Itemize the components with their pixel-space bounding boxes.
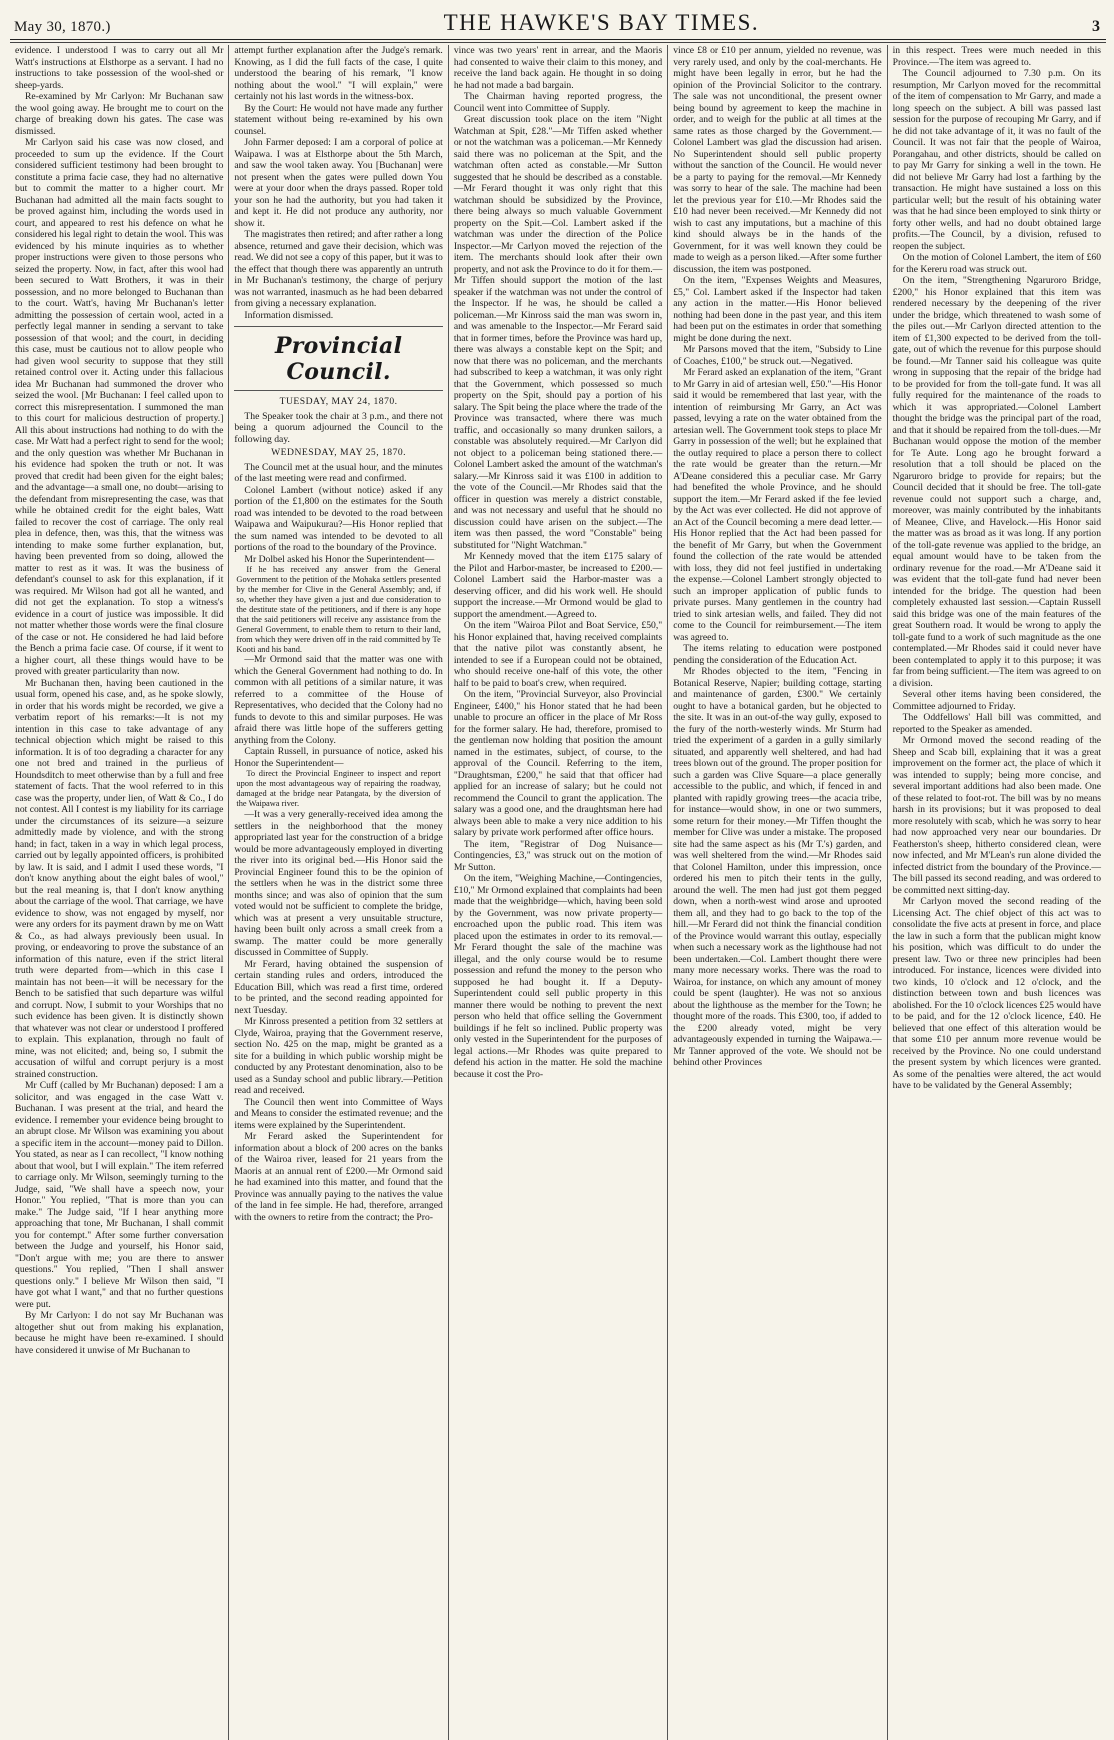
section-title: Provincial Council. <box>274 333 403 386</box>
paragraph: —It was a very generally-received idea among the settlers in the neighborhood that the money appropriated last year for the construction of a bridge would be more advantageously employed in diverting the river into its original bed.—His Honor said the Provincial Engineer found this to be the opinion of the settlers when he was in the district some three months since; and was also of opinion that the sum voted would not be sufficient to complete the bridge, which was at present a very unsuitable structure, having been built only across a small creek from a swamp. The matter could be more generally discussed in Committee of Supply. <box>234 809 443 959</box>
paragraph: Mr Kinross presented a petition from 32 settlers at Clyde, Wairoa, praying that the Government reserve, section No. 425 on the map, might be granted as a site for a building in which public worship might be conducted by any Protestant denomination, also to be used as a Sunday school and public library.—Petition read and received. <box>234 1016 443 1097</box>
paragraph: Colonel Lambert (without notice) asked if any portion of the £1,800 on the estimates for the South road was intended to be devoted to the road between Waipawa and Waipukurau?—His Honor replied that the sum named was intended to be devoted to all portions of the road to the boundary of the Province. <box>234 484 443 554</box>
paragraph: Captain Russell, in pursuance of notice, asked his Honor the Superintendent— <box>234 746 443 769</box>
column-2 <box>228 45 447 1740</box>
dateline: TUESDAY, MAY 24, 1870. <box>279 396 398 408</box>
paragraph: On the item, "Expenses Weights and Measures, £5," Col. Lambert asked if the Inspector had taken any action in the matter.—His Honor believed nothing had been done in the past year, and this item had been put on the estimates in order that something might be done during the next. <box>673 275 882 344</box>
paragraph: Information dismissed. <box>244 309 334 321</box>
paragraph: By Mr Carlyon: I do not say Mr Buchanan was altogether shut out from making his explanation, because he might have been re-examined. I should have considered it unwise of Mr Buchanan to <box>15 1310 224 1356</box>
paragraph: Mr Cuff (called by Mr Buchanan) deposed: I am a solicitor, and was engaged in the case Watt v. Buchanan. I was present at the trial, and heard the evidence. I remember your evidence being brought to an abrupt close. Mr Wilson was examining you about a specific item in the account—money paid to Dillon. You stated, as near as I can recollect, "I know nothing about that wool, but I will explain." The item referred to carriage only. Mr Wilson, seemingly turning to the Judge, said, "We shall have a speech now, your Honor." You replied, "That is more than you can make." The Judge said, "If I hear anything more approaching that tone, Mr Buchanan, I shall commit you for contempt." After some further conversation between the Judge and yourself, his Honor said, "Don't argue with me; you are there to answer questions." You replied, "Then I shall answer questions only." I believe Mr Wilson then said, "I have got what I want," and that no further questions were put. <box>15 1080 224 1310</box>
paragraph: —Mr Ormond said that the matter was one with which the General Government had nothing to do. In common with all petitions of a similar nature, it was referred to a committee of the House of Representatives, who decided that the Colony had no funds to devote to this and similar purposes. He was afraid there was little hope of the sufferers getting anything from the Colony. <box>234 654 443 746</box>
paragraph: The Council then went into Committee of Ways and Means to consider the estimated revenue; and the items were explained by the Superintendent. <box>234 1096 443 1131</box>
paragraph: On the item, "Weighing Machine,—Contingencies, £10," Mr Ormond explained that complaints had been made that the weighbridge—which, having been sold by the Government, was now private property—encroached upon the public road. This item was placed upon the estimates in order to its removal.—Mr Ferard thought the sale of the machine was illegal, and the only course would be to resume possession and refund the money to the person who supposed he had bought it. If a Deputy-Superintendent could sell public property in this manner there would be nothing to prevent the next person who held that office selling the Government buildings if he felt so inclined. Public property was only vested in the Superintendent for the purposes of legal actions.—Mr Rhodes was quite prepared to defend his action in the matter. He sold the machine because it cost the Pro- <box>453 873 663 1080</box>
paragraph: The Chairman having reported progress, the Council went into Committee of Supply. <box>453 91 663 114</box>
dateline: WEDNESDAY, MAY 25, 1870. <box>271 447 407 459</box>
paragraph: The Council adjourned to 7.30 p.m. On its resumption, Mr Carlyon moved for the recommittal of the item of compensation to Mr Garry, and made a long speech on the subject. A bill was passed last session for the purpose of recouping Mr Garry, and if he did not take advantage of it, it was no fault of the Council. It was not fair that the people of Wairoa, Porangahau, and other districts, should be called on to pay Mr Garry for sinking a well in the town. He did not believe Mr Garry had lost a farthing by the transaction. He might have sustained a loss on this particular well; but the result of his obtaining water was that he had since been employed to sink thirty or forty other wells, and had no doubt obtained large profits.—The Council, by a division, refused to reopen the subject. <box>892 68 1102 252</box>
paragraph: Mr Buchanan then, having been cautioned in the usual form, opened his case, and, as he spoke slowly, in order that his words might be recorded, we give a verbatim report of his remarks:—It is not my intention in this case to take advantage of any technical objection which might be raised to this information. It is of too degrading a character for any one not bred and trained in the purlieus of Houndsditch to meet otherwise than by a full and free statement of facts. That the wool referred to in this case was the property, under lien, of Watt & Co., I do not contest. All I contest is my liability for its carriage under the circumstances of its seizure—a seizure admittedly made by violence, and with the strong hand; in fact, taken in a way in which legal process, carried out by legally appointed officers, is prohibited by law. It is said, and I admit I used these words, "I don't know anything about the eight bales of wool," but the real meaning is, that I don't know anything about the carriage of the wool. That carriage, we have evidence to show, was not engaged by myself, nor were any orders for its payment drawn by me on Watt & Co., as had always previously been usual. In proving, or endeavoring to prove the substance of an information of this nature, even if the strict literal truth were departed from—which in this case I maintain has not been—it will be necessary for the Bench to be satisfied that such departure was wilful and corrupt. Now, I submit to your Worships that no such evidence has been given. It is distinctly shown that whatever was not clear or understood I proffered to explain. This explanation, through no fault of mine, was not elicited; and, being so, I submit the accusation of wilful and corrupt perjury is a most strained construction. <box>15 677 224 1080</box>
paragraph: Mr Kennedy moved that the item £175 salary of the Pilot and Harbor-master, be increased to £200.—Colonel Lambert said the Harbor-master was a deserving officer, and did his work well. He should support the increase.—Mr Ormond would be glad to support the amendment.—Agreed to. <box>453 551 663 620</box>
paragraph: Several other items having been considered, the Committee adjourned to Friday. <box>892 689 1102 712</box>
column-1 <box>10 45 228 1740</box>
paragraph: vince £8 or £10 per annum, yielded no revenue, was very rarely used, and only by the coal-merchants. He might have been legally in error, but he had the opinion of the Provincial Solicitor to the contrary. The sale was not unconditional, the present owner being bound by agreement to keep the machine in order, and to weigh for the public at all times at the same rates as those charged by the Government.—Colonel Lambert was glad the discussion had arisen. No Superintendent should sell public property without the sanction of the Council. He would never be a party to paying for the removal.—Mr Kennedy was sorry to hear of the sale. The machine had been let the previous year for £10.—Mr Rhodes said the £10 had never been received.—Mr Kennedy did not wish to cast any imputations, but a machine of this kind should always be in the hands of the Government, for it was well known they could be made to weigh as a person liked.—After some further discussion, the item was postponed. <box>673 45 882 275</box>
paragraph: vince was two years' rent in arrear, and the Maoris had consented to waive their claim to this money, and receive the land back again. He thought in so doing he had not made a bad bargain. <box>453 45 663 91</box>
paragraph: Mr Dolbel asked his Honor the Superintendent— <box>244 553 435 565</box>
section-rule <box>234 326 442 327</box>
masthead-rule <box>10 42 1106 43</box>
paragraph: The items relating to education were postponed pending the consideration of the Education Act. <box>673 643 882 666</box>
paragraph: evidence. I understood I was to carry out all Mr Watt's instructions at Elsthorpe as a servant. I had no instructions to take possession of the wool-shed or sheep-yards. <box>15 45 224 91</box>
column-4 <box>667 45 886 1740</box>
paragraph: The Oddfellows' Hall bill was committed, and reported to the Speaker as amended. <box>892 712 1102 735</box>
paragraph: On the motion of Colonel Lambert, the item of £60 for the Kereru road was struck out. <box>892 252 1102 275</box>
paragraph: Mr Rhodes objected to the item, "Fencing in Botanical Reserve, Napier; building cottage, starting and maintenance of garden, £300." We certainly ought to have a botanical garden, but he objected to the site. It was in an out-of-the way gully, exposed to the fury of the north-westerly winds. Mr Sturm had tried the experiment of a garden in a gully similarly situated, and apparently well sheltered, and had had trees blown out of the ground. The proper position for such a garden was Clive Square—a place generally accessible to the public, and which, if fenced in and planted with rapidly growing trees—the acacia tribe, for instance—would show, in one or two summers, some return for their money.—Mr Tiffen thought the member for Clive was under a mistake. The proposed site had the same aspect as his (Mr T.'s) garden, and was well sheltered from the wind.—Mr Rhodes said that Colonel Hamilton, under this impression, once ordered his men to pitch their tents in the gully, around the well. The men had just got them pegged down, when a north-west wind arose and uprooted them all, and they had to go back to the top of the hill.—Mr Ferard did not think the financial condition of the Province would warrant this outlay, especially when such a necessary work as the lighthouse had not been undertaken.—Col. Lambert thought there were many more necessary works. There was the road to Wairoa, for instance, on which any amount of money could be spent (laughter). He was not so anxious about the lighthouse as the member for the Town; he thought more of the roads. This £300, too, if added to the £200 already voted, might be very advantageously expended in turning the Waipawa.—Mr Tanner approved of the vote. We should not be behind other Provinces <box>673 666 882 1068</box>
column-3 <box>448 45 667 1740</box>
paragraph: attempt further explanation after the Judge's remark. Knowing, as I did the full facts of the case, I quite understood the bearing of his remark, "I know nothing about the wool." "I will explain," were certainly not his last words in the witness-box. <box>234 45 443 102</box>
paragraph: John Farmer deposed: I am a corporal of police at Waipawa. I was at Elsthorpe about the 5th March, and saw the wool taken away. You [Buchanan] were not present when the gates were pulled down You were at your door when the drays passed. Roper told your son he had the authority, but you had taken it and kept it. He did not produce any authority, nor show it. <box>234 137 443 229</box>
paragraph: On the item, "Strengthening Ngaruroro Bridge, £200," his Honor explained that this item was rendered necessary by the deepening of the river under the bridge, which threatened to wash some of the piles out.—Mr Carlyon directed attention to the item of £1,300 expected to be derived from the toll-gate, out of which the revenue for this purpose should be found.—Mr Tanner said his colleague was quite wrong in supposing that the repair of the bridge had to be provided for from the toll-gate fund. It was all fully required for the maintenance of the roads to which it was appropriated.—Colonel Lambert thought the bridge was the principal part of the road, and that it should be repaired from the toll-dues.—Mr Buchanan would oppose the motion of the member for Te Aute. Long ago he brought forward a resolution that a toll should be placed on the Ngaruroro bridge to provide for repairs; but the Council decided that it should be free. The toll-gate revenue could not support such a charge, and, moreover, was mainly contributed by the inhabitants of Meanee, Clive, and Havelock.—His Honor said the matter was as broad as it was long. If any portion of the toll-gate revenue was applied to the bridge, an equal amount would have to be taken from the ordinary revenue for the road.—Mr A'Deane said it was evident that the toll-gate fund had never been intended for the bridge. The question had been completely exhausted last session.—Captain Russell said this bridge was one of the main features of the great Southern road. It would be wrong to apply the toll-gate fund to a work of such magnitude as the one contemplated.—Mr Rhodes said it could never have been contemplated to apply it to this purpose; it was far from being sufficient.—The item was agreed to on a division. <box>892 275 1102 689</box>
column-5 <box>887 45 1106 1740</box>
paragraph: Great discussion took place on the item "Night Watchman at Spit, £28."—Mr Tiffen asked whether or not the watchman was a policeman.—Mr Kennedy said there was no policeman at the Spit, and the watchman often acted as constable.—Mr Sutton suggested that he should be described as a constable.—Mr Ferard thought it was only right that this watchman should be subsidized by the Province, there being always so much valuable Government property on the Spit.—Col. Lambert asked if the watchman was under the direction of the Police Inspector.—Mr Carlyon moved the rejection of the item. The merchants should look after their own property, and not ask the Province to do it for them.—Mr Tiffen should support the motion of the last speaker if the watchman was not under the control of the Inspector. If he was, he should be called a policeman.—Mr Kinross said the man was sworn in, and was amenable to the Inspector.—Mr Ferard said that in former times, before the Province was hard up, there was always a constable kept on the Spit; and now that there was no policeman, and the merchants had subscribed to keep a watchman, it was only right that the Government, which possessed so much property on the Spit, should pay a portion of his salary. The Spit being the place where the trade of the Province was transacted, where there was much traffic, and occasionally so many drunken sailors, a constable was absolutely required.—Mr Carlyon did not object to a policeman being stationed there.—Colonel Lambert asked the amount of the watchman's salary.—Mr Kinross said it was £100 in addition to the vote of the Council.—Mr Rhodes said that the officer in question was merely a district constable, and was not necessary and useful that he should no discussion could have arisen on the subject.—The item was then passed, the word "Constable" being substituted for "Night Watchman." <box>453 114 663 551</box>
paragraph: On the item "Wairoa Pilot and Boat Service, £50," his Honor explained that, having received complaints that the native pilot was constantly absent, he intended to see if a European could not be obtained, who should receive one-half of this vote, the other half to be paid to boat's crew, when required. <box>453 620 663 689</box>
masthead <box>10 6 1106 40</box>
quoted-question: To direct the Provincial Engineer to inspect and report upon the most advantageous way of repairing the roadway, damaged at the bridge near Patangata, by the diversion of the Waipawa river. <box>236 769 441 809</box>
paragraph: Mr Carlyon said his case was now closed, and proceeded to sum up the evidence. If the Court considered sufficient testimony had been brought to constitute a prima facie case, they had no alternative but to commit the matter to a higher court. Mr Buchanan had admitted all the main facts sought to be proved against him, including the words used in court, and appeared to rest his defence on what he considered his legal right to detain the wool. This was evidenced by his minute inquiries as to whether proper instructions were given to those persons who seized the property. Now, in fact, after this wool had been secured to Watt Brothers, it was in their possession, and no more belonged to Buchanan than to the court. Watt's, having Mr Buchanan's letter admitting the possession of certain wool, acted in a perfectly legal manner in sending a servant to take possession of that wool; and the court, in deciding this case, must be cautious not to allow people who had given wool security to suppose that they still retained control over it. Acting under this fallacious idea Mr Buchanan had summoned the drover who seized the wool. [Mr Buchanan: I feel called upon to correct this misrepresentation. I summoned the man to this court for malicious destruction of property.] All this about instructions had nothing to do with the case. Mr Watt had a perfect right to send for the wool; and the only question was whether Mr Buchanan in his evidence had spoken the truth or not. It was proved that credit had been given for the eight bales; and the advantage—a small one, no doubt—arising to the defendant from misrepresenting the case, was that while he obtained credit for the eight bales, Watt failed to recover the cost of carriage. The only real plea in defence, then, was this, that the witness was intending to make some further explanation, but, having been prevented from so doing, allowed the matter to rest as it was. It was the business of defendant's counsel to ask for this explanation, if it was required. Mr Wilson had got all he wanted, and did not get the explanation. To stop a witness's evidence in a court of justice was impossible. It did not matter whether those words were the final closure of the case or not. He considered he had laid before the Bench a prima facie case. Of course, if it went to a higher court, all these things would have to be proved with greater particularity than now. <box>15 137 224 677</box>
paragraph: in this respect. Trees were much needed in this Province.—The item was agreed to. <box>892 45 1102 68</box>
paragraph: Re-examined by Mr Carlyon: Mr Buchanan saw the wool going away. He brought me to court on the charge of breaking down his gates. The case was dismissed. <box>15 91 224 137</box>
section-rule <box>234 390 442 391</box>
paragraph: The item, "Registrar of Dog Nuisance—Contingencies, £3," was struck out on the motion of Mr Sutton. <box>453 838 663 873</box>
newspaper-title: THE HAWKE'S BAY TIMES. <box>443 10 760 35</box>
paragraph: Mr Carlyon moved the second reading of the Licensing Act. The chief object of this act was to consolidate the five acts at present in force, and place the law in such a form that the publican might know his position, which was difficult to do under the present law. Two or three new principles had been introduced. For instance, licences were divided into two kinds, 10 o'clock and 12 o'clock, and the distinction between town and bush licences was abolished. For the 10 o'clock licences £25 would have to be paid, and for the 12 o'clock licence, £40. He believed that one effect of this alteration would be that some £10 per annum more revenue would be received by the Province. No one could understand the present system by which licences were granted. As some of the penalties were altered, the act would have to be validated by the General Assembly; <box>892 896 1102 1091</box>
columns <box>10 45 1106 1740</box>
issue-date: May 30, 1870.) <box>14 19 111 35</box>
paragraph: On the item, "Provincial Surveyor, also Provincial Engineer, £400," his Honor stated that he had been unable to procure an officer in the place of Mr Ross for the former salary. He had, therefore, promised to the gentleman now holding that position the amount named in the estimates, subject, of course, to the approval of the Council. Referring to the item, "Draughtsman, £200," he said that that officer had applied for an increase of salary; but he could not recommend the Council to grant the application. The salary was a good one, and the draughtsman here had always been able to make a very nice addition to his salary by private work performed after office hours. <box>453 689 663 838</box>
paragraph: The magistrates then retired; and after rather a long absence, returned and gave their decision, which was read. We did not see a copy of this paper, but it was to the effect that though there was apparently an untruth in Mr Buchanan's testimony, the charge of perjury was not warranted, inasmuch as he had been debarred from giving a necessary explanation. <box>234 229 443 309</box>
quoted-question: If he has received any answer from the General Government to the petition of the Mohaka settlers presented by the member for Clive in the General Assembly; and, if so, whether they have given a just and due consideration to the destitute state of the petitioners, and if there is any hope that the said petitioners will receive any assistance from the General Government, to enable them to return to their land, from which they were driven off in the raid committed by Te Kooti and his band. <box>236 565 441 654</box>
paragraph: Mr Ferard, having obtained the suspension of certain standing rules and orders, introduced the Education Bill, which was read a first time, ordered to be printed, and the second reading appointed for next Tuesday. <box>234 958 443 1016</box>
paragraph: Mr Parsons moved that the item, "Subsidy to Line of Coaches, £100," be struck out.—Negatived. <box>673 344 882 367</box>
paragraph: Mr Ormond moved the second reading of the Sheep and Scab bill, explaining that it was a great improvement on the former act, the place of which it was intended to supply; being more concise, and several important additions had also been made. One of these related to foot-rot. The bill was by no means harsh in its provisions; but it was proposed to deal more resolutely with scab, which he was sorry to hear had now approached very near our boundaries. Dr Featherston's sheep, hitherto considered clean, were now infected, and Mr M'Lean's run alone divided the infected district from the boundary of the Province.—The bill passed its second reading, and was ordered to be committed next sitting-day. <box>892 735 1102 896</box>
paragraph: The Speaker took the chair at 3 p.m., and there not being a quorum adjourned the Council to the following day. <box>234 410 443 445</box>
paragraph: By the Court: He would not have made any further statement without being re-examined by his own counsel. <box>234 102 443 137</box>
paragraph: Mr Ferard asked the Superintendent for information about a block of 200 acres on the banks of the Wairoa river, leased for 21 years from the Maoris at an annual rent of £200.—Mr Ormond said he had examined into this matter, and found that the Province was annually paying to the natives the value of the land in fee simple. He had, therefore, arranged with the owners to retire from the contract; the Pro- <box>234 1131 443 1223</box>
paragraph: The Council met at the usual hour, and the minutes of the last meeting were read and confirmed. <box>234 461 443 485</box>
paragraph: Mr Ferard asked an explanation of the item, "Grant to Mr Garry in aid of artesian well, £50."—His Honor said it would be remembered that last year, with the intention of reimbursing Mr Garry, an Act was passed, levying a rate on the water obtained from the artesian well. The Government took steps to place Mr Garry in possession of the well; but he explained that the outlay required to place a person there to collect the rate would be greater than the return.—Mr A'Deane considered this a peculiar case. Mr Garry had benefited the whole Province, and he should support the item.—Mr Ferard asked if the fee levied by the Act was ever collected. He did not approve of an Act of the Council becoming a mere dead letter.—His Honor replied that the Act had been passed for the benefit of Mr Garry, but when the Government found the collection of the rate would be attended with loss, they did not feel justified in undertaking the expense.—Colonel Lambert strongly objected to such an improper application of public funds to private purses. Many gentlemen in the country had tried to sink artesian wells, and failed. They did not come to the Council for reimbursement.—The item was agreed to. <box>673 367 882 643</box>
page-number: 3 <box>1092 18 1100 35</box>
